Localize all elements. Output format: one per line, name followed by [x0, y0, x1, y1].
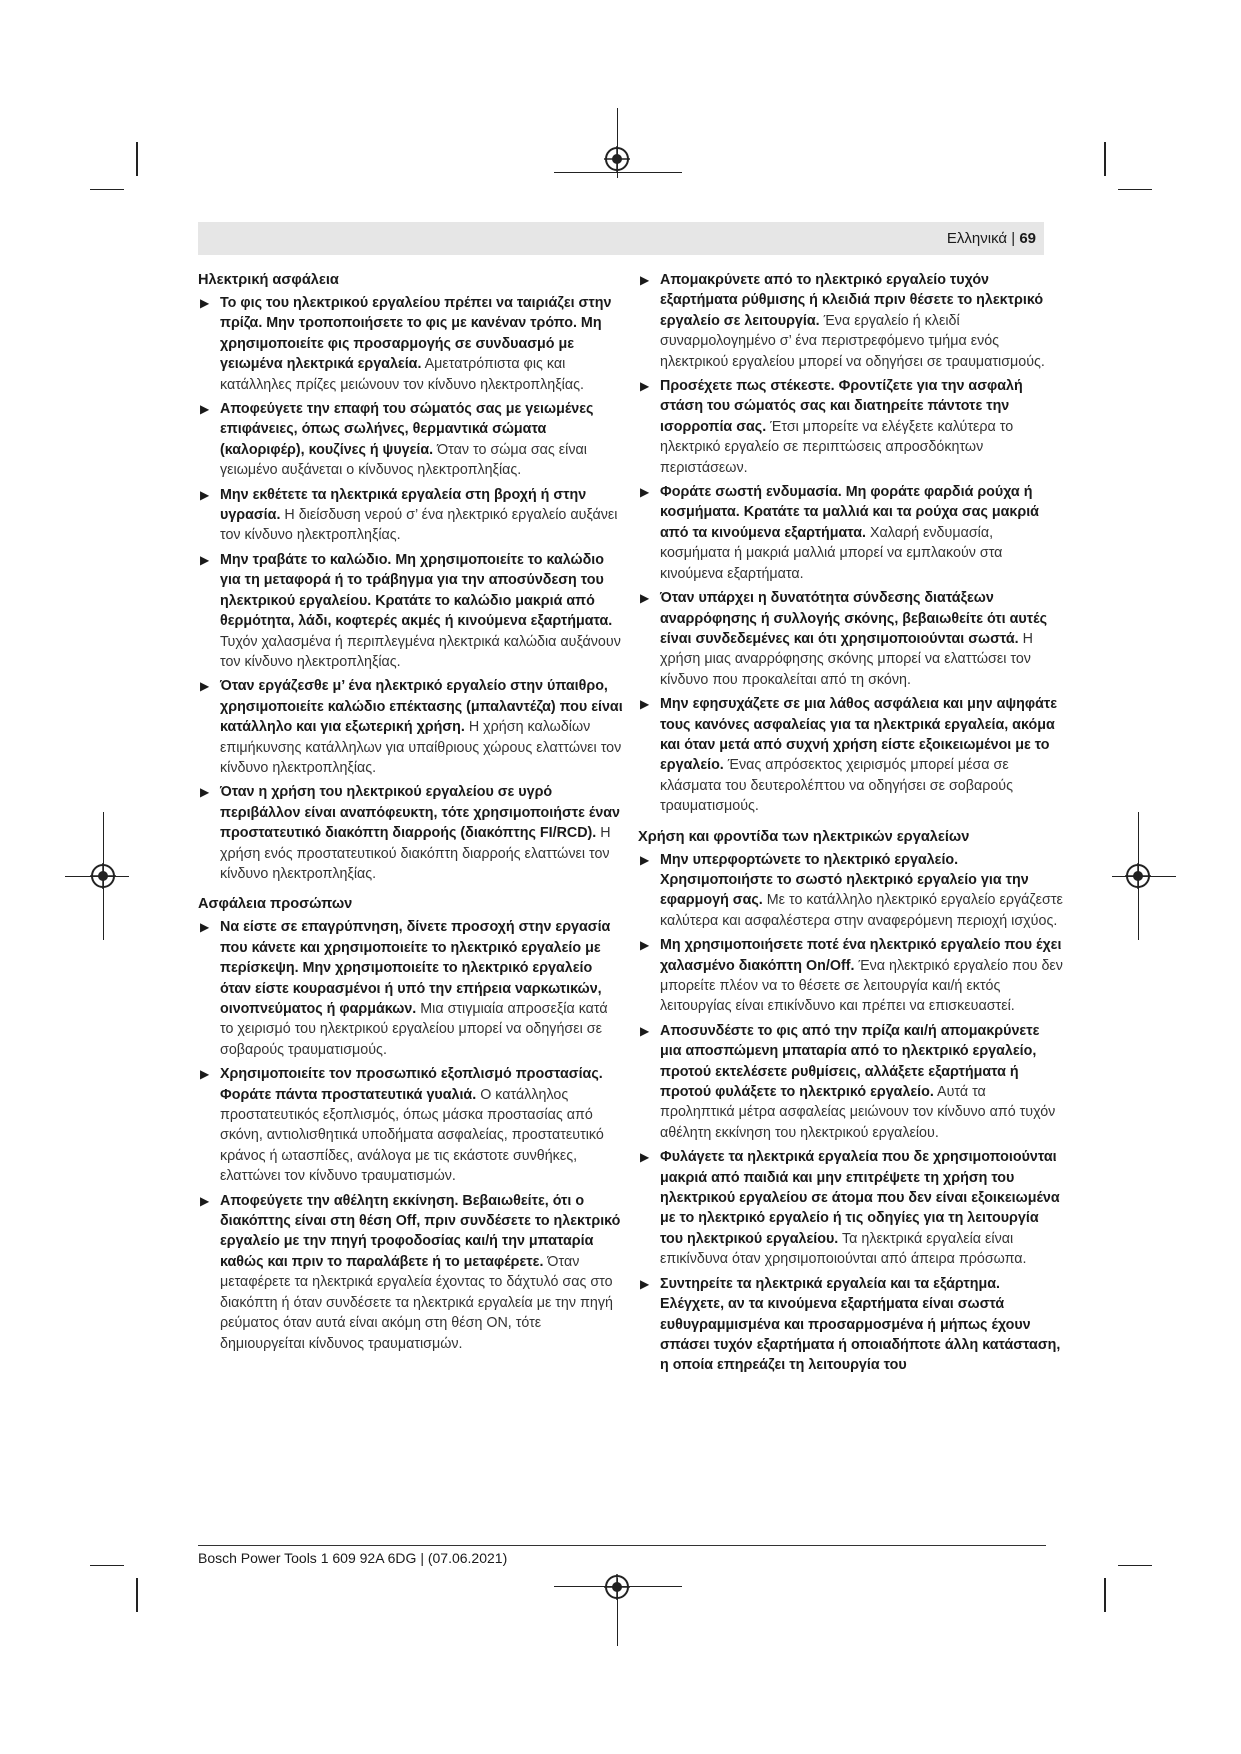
instruction-bold: Όταν η χρήση του ηλεκτρικού εργαλείου σε υγρό περιβάλλον είναι αναπόφευκτη, τότε χρησιμοποιήστε έναν προστατευτικό διακόπτη διαρροής (διακόπτης FI/RCD).	[220, 784, 621, 842]
crop-mark	[1104, 1578, 1106, 1612]
bullet-triangle-icon: ▶	[200, 1067, 210, 1082]
bullet-triangle-icon: ▶	[640, 485, 650, 500]
bullet-triangle-icon: ▶	[200, 487, 210, 502]
instruction-text: Τα ηλεκτρικά εργαλεία είναι επικίνδυνα όταν χρησιμοποιούνται από άπειρα πρόσωπα.	[660, 1230, 1027, 1268]
page-footer: Bosch Power Tools 1 609 92A 6DG | (07.06.2021)	[198, 1550, 508, 1566]
bullet-triangle-icon: ▶	[640, 1023, 650, 1038]
instruction-text: Τυχόν χαλασμένα ή περιπλεγμένα ηλεκτρικά καλώδια αυξάνουν τον κίνδυνο ηλεκτροπληξίας.	[220, 633, 621, 670]
instruction-text: Ένας απρόσεκτος χειρισμός μπορεί μέσα σε κλάσματα του δευτερολέπτου να οδηγήσει σε σοβαρούς τραυματισμούς.	[660, 757, 1014, 815]
crop-mark	[136, 142, 138, 176]
bullet-triangle-icon: ▶	[200, 920, 210, 935]
header-separator: |	[1007, 230, 1020, 247]
instruction-bold: Χρησιμοποιείτε τον προσωπικό εξοπλισμό προστασίας. Φοράτε πάντα προστατευτικά γυαλιά.	[220, 1066, 603, 1103]
instruction-text: Όταν το σώμα σας είναι γειωμένο αυξάνεται ο κίνδυνος ηλεκτροπληξίας.	[220, 441, 587, 479]
instruction-bold: Μην εκθέτετε τα ηλεκτρικά εργαλεία στη βροχή ή στην υγρασία.	[220, 486, 587, 524]
instruction-text: Αμετατρόπιστα φις και κατάλληλες πρίζες μειώνουν τον κίνδυνο ηλεκτροπληξίας.	[220, 356, 584, 393]
instruction-text: Όταν μεταφέρετε τα ηλεκτρικά εργαλεία έχοντας το δάχτυλό σας στο διακόπτη ή όταν συνδέσετε τα ηλεκτρικά εργαλεία με την πηγή ρεύματος όταν αυτά είναι ακόμη στη θέση ON, τότε δημιουργείται κίνδυνος τραυματισμών.	[220, 1253, 613, 1352]
list-item	[198, 293, 624, 395]
instruction-bold: Αποφεύγετε την επαφή του σώματός σας με γειωμένες επιφάνειες, όπως σωλήνες, θερμαντικά σώματα (καλοριφέρ), κουζίνες ή ψυγεία.	[220, 401, 594, 458]
instruction-text: Η διείσδυση νερού σ’ ένα ηλεκτρικό εργαλείο αυξάνει τον κίνδυνο ηλεκτροπληξίας.	[220, 507, 618, 544]
bullet-triangle-icon: ▶	[640, 591, 650, 606]
instruction-bold: Όταν υπάρχει η δυνατότητα σύνδεσης διατάξεων αναρρόφησης ή συλλογής σκόνης, βεβαιωθείτε ότι αυτές είναι συνδεδεμένες και ότι χρησιμοποιούνται σωστά.	[660, 590, 1047, 647]
instruction-bold: Να είστε σε επαγρύπνηση, δίνετε προσοχή στην εργασία που κάνετε και χρησιμοποιείτε το ηλεκτρικό εργαλείο με περίσκεψη. Μην χρησιμοποιείτε το ηλεκτρικό εργαλείο όταν είστε κουρασμένοι ή υπό την επήρεια ναρκωτικών, οινοπνεύματος ή φαρμάκων.	[220, 919, 611, 1017]
section-heading: Ηλεκτρική ασφάλεια	[198, 272, 339, 288]
list-item	[638, 270, 1064, 372]
list-item	[638, 1147, 1064, 1269]
list-item	[198, 1064, 624, 1186]
list-item	[198, 485, 624, 546]
crop-mark	[1104, 142, 1106, 176]
page-header	[198, 222, 1044, 255]
left-column	[198, 270, 624, 1358]
instruction-text: Μια στιγμιαία απροσεξία κατά το χειρισμό του ηλεκτρικού εργαλείου μπορεί να οδηγήσει σε σοβαρούς τραυματισμούς.	[220, 1001, 608, 1058]
list-item	[198, 550, 624, 672]
list-item	[638, 1021, 1064, 1143]
instruction-text: Έτσι μπορείτε να ελέγξετε καλύτερα το ηλεκτρικό εργαλείο σε περιπτώσεις απροσδόκητων περιστάσεων.	[660, 418, 1014, 476]
bullet-triangle-icon: ▶	[640, 697, 650, 712]
section-heading: Ασφάλεια προσώπων	[198, 896, 353, 913]
list-item	[638, 850, 1064, 932]
instruction-text: Ένα ηλεκτρικό εργαλείο που δεν μπορείτε πλέον να το θέσετε σε λειτουργία και/ή εκτός λειτουργίας είναι επικίνδυνο και πρέπει να επισκευαστεί.	[660, 957, 1063, 1015]
registration-target-icon	[604, 1574, 630, 1600]
registration-target-icon	[1125, 863, 1151, 889]
registration-target-icon	[90, 863, 116, 889]
bullet-triangle-icon: ▶	[640, 379, 650, 394]
instruction-bold: Προσέχετε πως στέκεστε. Φροντίζετε για την ασφαλή στάση του σώματός σας και διατηρείτε πάντοτε την ισορροπία σας.	[660, 378, 1023, 435]
bullet-triangle-icon: ▶	[200, 402, 210, 417]
bullet-triangle-icon: ▶	[200, 679, 210, 694]
instruction-bold: Συντηρείτε τα ηλεκτρικά εργαλεία και τα εξάρτημα. Ελέγχετε, αν τα κινούμενα εξαρτήματα είναι σωστά ευθυγραμμισμένα και προσαρμοσμένα ή μήπως έχουν σπάσει τυχόν εξαρτήματα ή οποιαδήποτε άλλη κατάσταση, η οποία επηρεάζει τη λειτουργία του	[660, 1275, 1061, 1374]
instruction-text: Ένα εργαλείο ή κλειδί συναρμολογημένο σ’ ένα περιστρεφόμενο τμήμα ενός ηλεκτρικού εργαλείου μπορεί να οδηγήσει σε τραυματισμούς.	[660, 312, 1045, 370]
header-text	[947, 222, 1044, 255]
list-item	[638, 935, 1064, 1017]
registration-line	[554, 172, 682, 173]
instruction-bold: Το φις του ηλεκτρικού εργαλείου πρέπει να ταιριάζει στην πρίζα. Μην τροποποιήσετε το φις με κανέναν τρόπο. Μη χρησιμοποιείτε φις προσαρμογής σε συνδυασμό με γειωμένα ηλεκτρικά εργαλεία.	[220, 295, 612, 373]
page-number: 69	[1019, 230, 1036, 247]
instruction-text: Χαλαρή ενδυμασία, κοσμήματα ή μακριά μαλλιά μπορεί να εμπλακούν στα κινούμενα εξαρτήματα.	[660, 524, 1003, 582]
crop-mark	[1118, 189, 1152, 190]
instruction-bold: Φυλάγετε τα ηλεκτρικά εργαλεία που δε χρησιμοποιούνται μακριά από παιδιά και μην επιτρέψετε τη χρήση του ηλεκτρικού εργαλείου σε άτομα που δεν είναι εξοικειωμένα με το ηλεκτρικό εργαλείο ή τις οδηγίες για τη λειτουργία του ηλεκτρικού εργαλείου.	[660, 1149, 1060, 1247]
list-item	[638, 376, 1064, 478]
crop-mark	[90, 1565, 124, 1566]
list-item	[198, 917, 624, 1060]
list-item	[638, 1274, 1064, 1376]
bullet-triangle-icon: ▶	[200, 785, 210, 800]
bullet-triangle-icon: ▶	[640, 1150, 650, 1165]
bullet-triangle-icon: ▶	[640, 938, 650, 953]
instruction-bold: Αποσυνδέστε το φις από την πρίζα και/ή απομακρύνετε μια αποσπώμενη μπαταρία από το ηλεκτρικό εργαλείο, προτού εκτελέσετε ρυθμίσεις, αλλάξετε εξαρτήματα ή προτού φυλάξετε το ηλεκτρικό εργαλείο.	[660, 1022, 1040, 1101]
crop-mark	[136, 1578, 138, 1612]
instruction-bold: Φοράτε σωστή ενδυμασία. Μη φοράτε φαρδιά ρούχα ή κοσμήματα. Κρατάτε τα μαλλιά και τα ρούχα σας μακριά από τα κινούμενα εξαρτήματα.	[660, 484, 1039, 541]
list-item	[198, 399, 624, 481]
crop-mark	[90, 189, 124, 190]
instruction-bold: Μην τραβάτε το καλώδιο. Μη χρησιμοποιείτε το καλώδιο για τη μεταφορά ή το τράβηγμα για την αποσύνδεση του ηλεκτρικού εργαλείου. Κρατάτε το καλώδιο μακριά από θερμότητα, λάδι, κοφτερές ακμές ή κινούμενα εξαρτήματα.	[220, 551, 613, 630]
list-item	[638, 482, 1064, 584]
bullet-triangle-icon: ▶	[200, 296, 210, 310]
instruction-bold: Μην εφησυχάζετε σε μια λάθος ασφάλεια και μην αψηφάτε τους κανόνες ασφαλείας για τα ηλεκτρικά εργαλεία, ακόμα και όταν μετά από συχνή χρήση είστε εξοικειωμένοι με το εργαλείο.	[660, 696, 1058, 774]
section-heading: Χρήση και φροντίδα των ηλεκτρικών εργαλείων	[638, 828, 970, 845]
header-language: Ελληνικά	[946, 230, 1008, 247]
bullet-triangle-icon: ▶	[200, 1193, 210, 1208]
list-item	[638, 694, 1064, 816]
instruction-text: Η χρήση ενός προστατευτικού διακόπτη διαρροής ελαττώνει τον κίνδυνο ηλεκτροπληξίας.	[220, 825, 611, 882]
list-item	[198, 676, 624, 778]
instruction-text: Η χρήση μιας αναρρόφησης σκόνης μπορεί να ελαττώσει τον κίνδυνο που προκαλείται από τη σκόνη.	[660, 630, 1033, 688]
instruction-bold: Μη χρησιμοποιήσετε ποτέ ένα ηλεκτρικό εργαλείο που έχει χαλασμένο διακόπτη On/Off.	[660, 937, 1062, 974]
instruction-text: Η χρήση καλωδίων επιμήκυνσης κατάλληλων για υπαίθριους χώρους ελαττώνει τον κίνδυνο ηλεκτροπληξίας.	[220, 719, 622, 776]
list-item	[198, 1191, 624, 1354]
right-column	[638, 270, 1064, 1380]
instruction-text: Αυτά τα προληπτικά μέτρα ασφαλείας μειώνουν τον κίνδυνο από τυχόν αθέλητη εκκίνηση του ηλεκτρικού εργαλείου.	[660, 1084, 1056, 1141]
crop-mark	[1118, 1565, 1152, 1566]
registration-target-icon	[604, 146, 630, 172]
instruction-text: Με το κατάλληλο ηλεκτρικό εργαλείο εργάζεστε καλύτερα και ασφαλέστερα στην αναφερόμενη περιοχή ισχύος.	[660, 892, 1063, 929]
instruction-text: Ο κατάλληλος προστατευτικός εξοπλισμός, όπως μάσκα προστασίας από σκόνη, αντιολισθητικά υποδήματα ασφαλείας, προστατευτικό κράνος ή ωτασπίδες, ανάλογα με τις εκάστοτε συνθήκες, ελαττώνει τον κίνδυνο τραυματισμών.	[220, 1086, 604, 1185]
list-item	[198, 782, 624, 884]
instruction-bold: Μην υπερφορτώνετε το ηλεκτρικό εργαλείο. Χρησιμοποιήστε το σωστό ηλεκτρικό εργαλείο για την εφαρμογή σας.	[660, 851, 1029, 909]
bullet-triangle-icon: ▶	[640, 1276, 650, 1291]
instruction-bold: Απομακρύνετε από το ηλεκτρικό εργαλείο τυχόν εξαρτήματα ρύθμισης ή κλειδιά πριν θέσετε το ηλεκτρικό εργαλείο σε λειτουργία.	[660, 272, 1044, 329]
bullet-triangle-icon: ▶	[200, 552, 210, 567]
instruction-bold: Όταν εργάζεσθε μ’ ένα ηλεκτρικό εργαλείο στην ύπαιθρο, χρησιμοποιείτε καλώδιο επέκτασης (μπαλαντέζα) που είναι κατάλληλο και για εξωτερική χρήση.	[220, 678, 623, 736]
bullet-triangle-icon: ▶	[640, 852, 650, 867]
list-item	[638, 588, 1064, 690]
footer-rule	[198, 1545, 1046, 1546]
instruction-bold: Αποφεύγετε την αθέλητη εκκίνηση. Βεβαιωθείτε, ότι ο διακόπτης είναι στη θέση Off, πριν συνδέσετε το ηλεκτρικό εργαλείο με την πηγή τροφοδοσίας και/ή την μπαταρία καθώς και πριν το παραλάβετε ή το μεταφέρετε.	[220, 1192, 621, 1270]
bullet-triangle-icon: ▶	[640, 273, 650, 287]
